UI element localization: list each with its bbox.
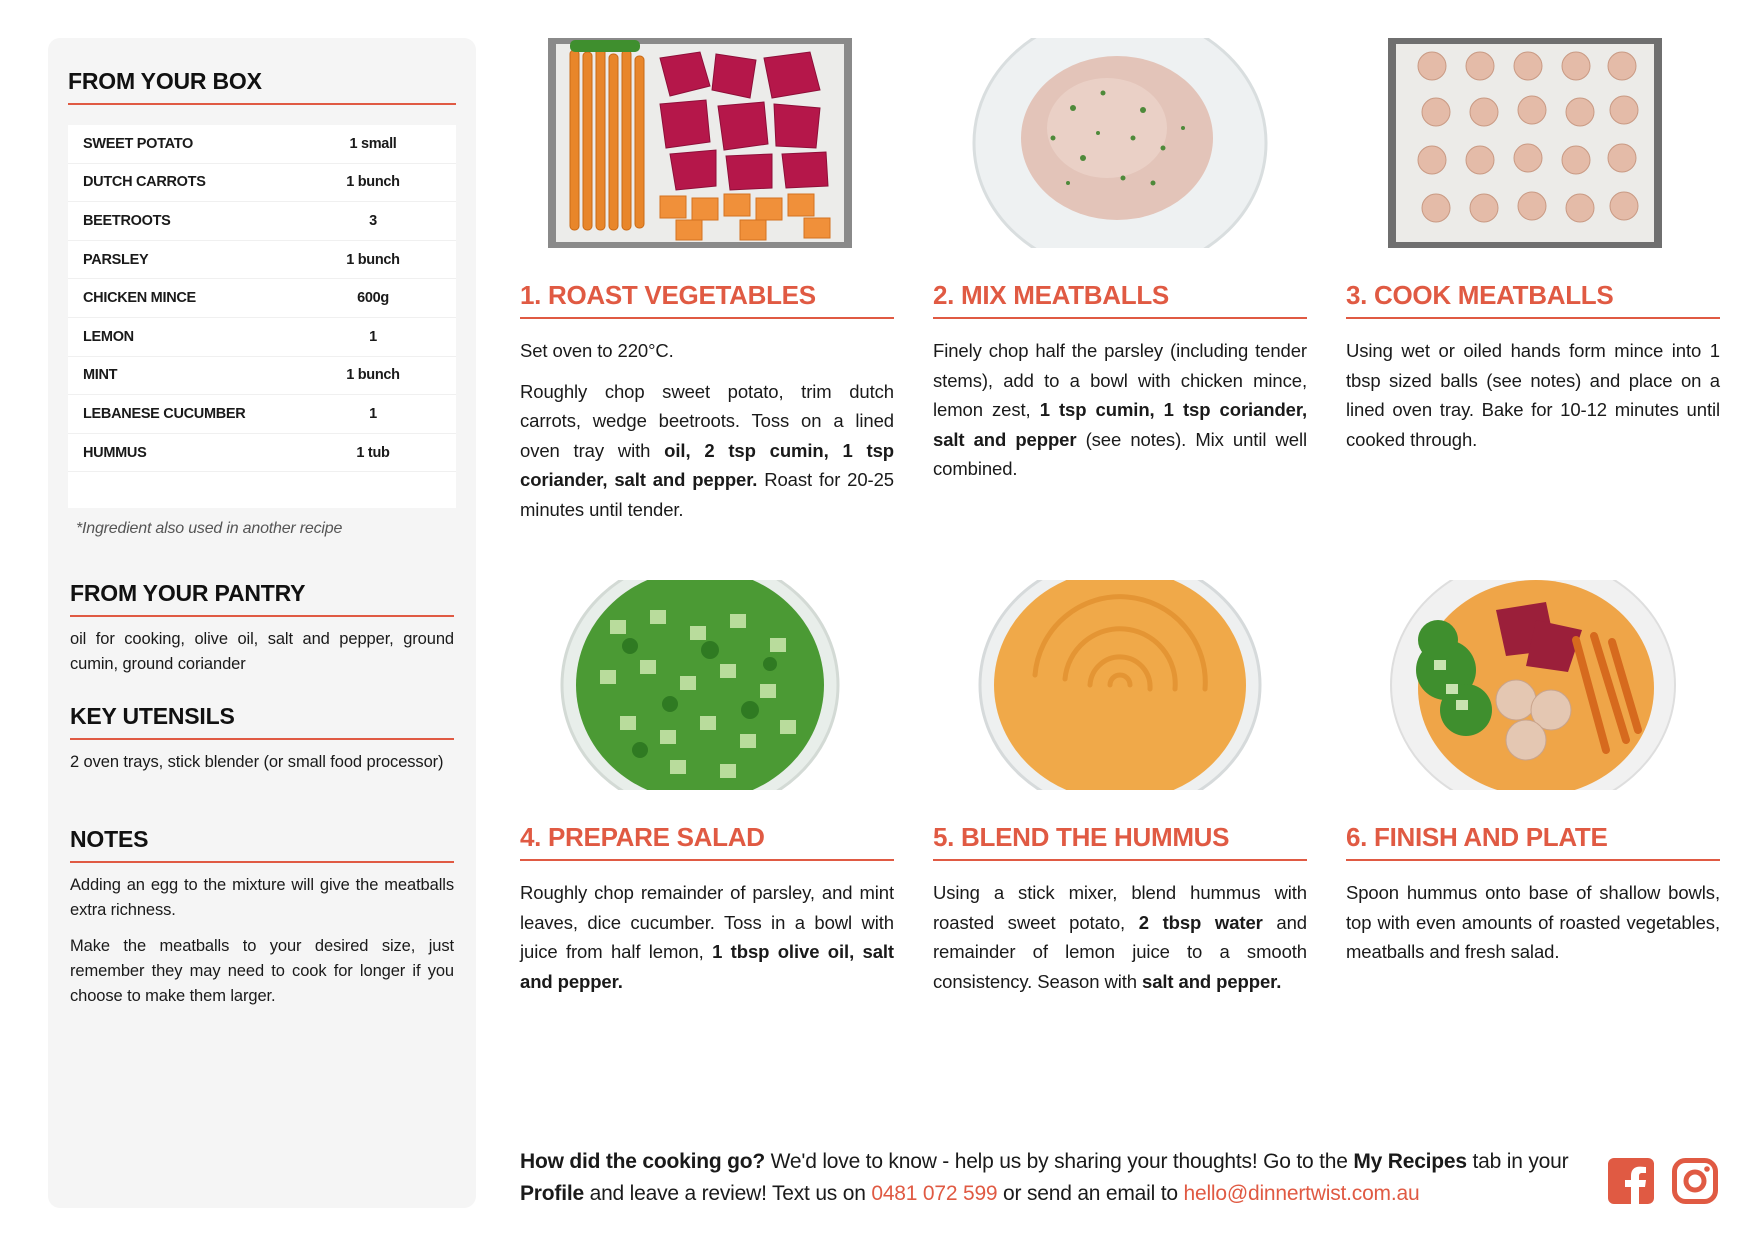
key-utensils-section xyxy=(70,703,454,775)
step-text-bold: 2 tbsp water xyxy=(1138,911,1263,933)
utensils-text: 2 oven trays, stick blender (or small food processor) xyxy=(70,753,444,771)
step-3-title: 3. COOK MEATBALLS xyxy=(1346,280,1720,319)
phone-number-link[interactable]: 0481 072 599 xyxy=(871,1182,998,1205)
ingredient-name: LEBANESE CUCUMBER xyxy=(83,405,246,422)
blend-hummus-photo xyxy=(933,580,1307,790)
cook-meatballs-photo xyxy=(1346,38,1720,248)
key-utensils-title: KEY UTENSILS xyxy=(70,703,454,740)
step-5-title: 5. BLEND THE HUMMUS xyxy=(933,822,1307,861)
from-your-box-title: FROM YOUR BOX xyxy=(68,68,456,105)
facebook-icon[interactable] xyxy=(1608,1158,1654,1204)
mix-meatballs-photo xyxy=(933,38,1307,248)
roast-vegetables-photo xyxy=(520,38,894,248)
ingredient-row xyxy=(68,357,456,396)
footer-text: or send an email to xyxy=(997,1182,1184,1205)
ingredient-row xyxy=(68,125,456,164)
ingredients-sidebar xyxy=(48,38,476,1208)
step-2-paragraph xyxy=(933,336,1307,484)
ingredient-name: SWEET POTATO xyxy=(83,135,193,152)
step-3-body xyxy=(1346,336,1720,454)
note-paragraph: Adding an egg to the mixture will give the meatballs extra richness. xyxy=(70,876,454,919)
step-6-title: 6. FINISH AND PLATE xyxy=(1346,822,1720,861)
ingredient-name: HUMMUS xyxy=(83,444,147,461)
step-text: Roast for 20-25 minutes until tender. xyxy=(520,469,894,520)
ingredient-footnote: *Ingredient also used in another recipe xyxy=(76,520,343,538)
step-text-bold: 1 tsp cumin, 1 tsp coriander, salt and pepper xyxy=(933,399,1307,450)
ingredient-qty: 1 bunch xyxy=(346,251,400,268)
footer-text: and leave a review! Text us on xyxy=(583,1182,872,1205)
step-1-title: 1. ROAST VEGETABLES xyxy=(520,280,894,319)
note-paragraph: Make the meatballs to your desired size, just remember they may need to cook for longer if you choose to make them larger. xyxy=(70,937,454,1005)
step-2-title: 2. MIX MEATBALLS xyxy=(933,280,1307,319)
step-1-body xyxy=(520,336,894,524)
ingredient-qty: 1 xyxy=(369,405,377,422)
notes-section xyxy=(70,826,454,1009)
ingredient-qty: 1 xyxy=(369,328,377,345)
footer-text: tab in your xyxy=(1466,1150,1569,1173)
ingredient-row xyxy=(68,434,456,473)
profile-link[interactable]: Profile xyxy=(520,1182,584,1205)
from-your-pantry-section xyxy=(70,580,454,677)
ingredient-qty: 3 xyxy=(369,212,377,229)
step-text: Roughly chop remainder of parsley, and mint leaves, dice cucumber. Toss in a bowl with juice from half lemon, xyxy=(520,882,894,962)
step-2-body xyxy=(933,336,1307,484)
step-text-bold: salt and pepper. xyxy=(1142,970,1282,992)
step-1-paragraph: Set oven to 220°C. xyxy=(520,340,674,361)
ingredient-row xyxy=(68,279,456,318)
ingredient-qty: 1 bunch xyxy=(346,367,400,384)
my-recipes-link[interactable]: My Recipes xyxy=(1353,1150,1467,1173)
step-5-paragraph xyxy=(933,878,1307,996)
from-your-box-section xyxy=(68,68,456,538)
ingredient-row xyxy=(68,241,456,280)
step-1-paragraph xyxy=(520,377,894,525)
step-text: and remainder of lemon juice to a smooth consistency. Season with xyxy=(933,911,1307,992)
notes-text xyxy=(70,873,454,1009)
step-6-body xyxy=(1346,878,1720,967)
ingredient-qty: 1 tub xyxy=(356,444,390,461)
from-your-pantry-title: FROM YOUR PANTRY xyxy=(70,580,454,617)
step-4-body xyxy=(520,878,894,996)
ingredient-qty: 1 bunch xyxy=(346,174,400,191)
ingredient-qty: 1 small xyxy=(349,135,397,152)
ingredients-table xyxy=(68,125,456,508)
ingredient-name: DUTCH CARROTS xyxy=(83,174,206,191)
ingredient-qty: 600g xyxy=(357,290,389,307)
notes-title: NOTES xyxy=(70,826,454,863)
feedback-footer xyxy=(520,1146,1580,1210)
step-6-paragraph: Spoon hummus onto base of shallow bowls, top with even amounts of roasted vegetables, meatballs and fresh salad. xyxy=(1346,882,1720,962)
ingredient-row xyxy=(68,395,456,434)
step-text: Finely chop half the parsley (including tender stems), add to a bowl with chicken mince, lemon zest, xyxy=(933,340,1307,420)
finish-and-plate-photo xyxy=(1346,580,1720,790)
step-text-bold: oil, 2 tsp cumin, 1 tsp coriander, salt and pepper. xyxy=(520,439,894,490)
ingredient-name: PARSLEY xyxy=(83,251,149,268)
instagram-icon[interactable] xyxy=(1672,1158,1718,1204)
prepare-salad-photo xyxy=(520,580,894,790)
step-3-paragraph: Using wet or oiled hands form mince into 1 tbsp sized balls (see notes) and place on a lined oven tray. Bake for 10-12 minutes until cooked through. xyxy=(1346,340,1720,450)
ingredient-row xyxy=(68,202,456,241)
step-text: Using a stick mixer, blend hummus with roasted sweet potato, xyxy=(933,882,1307,933)
ingredient-row-empty xyxy=(68,472,456,508)
ingredient-name: CHICKEN MINCE xyxy=(83,290,196,307)
ingredient-name: LEMON xyxy=(83,328,134,345)
ingredient-row xyxy=(68,164,456,203)
step-4-title: 4. PREPARE SALAD xyxy=(520,822,894,861)
step-4-paragraph xyxy=(520,878,894,996)
pantry-text: oil for cooking, olive oil, salt and pepper, ground cumin, ground coriander xyxy=(70,630,454,673)
ingredient-row xyxy=(68,318,456,357)
step-text-bold: 1 tbsp olive oil, salt and pepper. xyxy=(520,941,894,992)
step-text: Roughly chop sweet potato, trim dutch carrots, wedge beetroots. Toss on a lined oven tray with xyxy=(520,380,894,461)
ingredient-name: BEETROOTS xyxy=(83,212,171,229)
footer-question: How did the cooking go? xyxy=(520,1150,766,1173)
ingredient-name: MINT xyxy=(83,367,118,384)
step-text: (see notes). Mix until well combined. xyxy=(933,428,1307,479)
footer-text: We'd love to know - help us by sharing your thoughts! Go to the xyxy=(765,1150,1354,1173)
email-link[interactable]: hello@dinnertwist.com.au xyxy=(1183,1182,1420,1205)
step-5-body xyxy=(933,878,1307,996)
